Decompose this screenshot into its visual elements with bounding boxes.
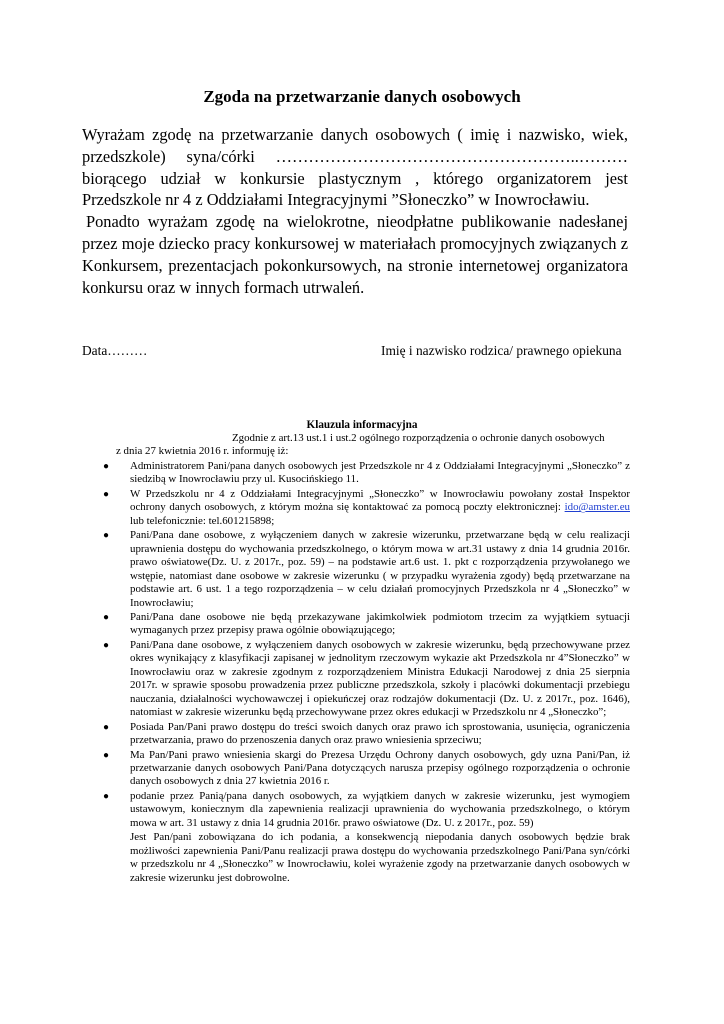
clause-intro xyxy=(116,432,628,459)
bullet-icon: ● xyxy=(103,639,110,651)
clause-intro-line-1: Zgodnie z art.13 ust.1 i ust.2 ogólnego rozporządzenia o ochronie danych osobowych xyxy=(232,432,605,444)
list-item-text: Posiada Pan/Pani prawo dostępu do treści swoich danych oraz prawo ich sprostowania, usunięcia, ograniczenia przetwarzania, prawo do przenoszenia danych oraz prawo wniesienia sprzeciwu; xyxy=(130,720,630,747)
clause-bullet-list xyxy=(100,460,630,886)
clause-intro-line-2: z dnia 27 kwietnia 2016 r. informuję iż: xyxy=(116,445,289,458)
list-item xyxy=(100,460,630,487)
clause-title: Klauzula informacyjna xyxy=(306,419,418,431)
bullet-icon: ● xyxy=(103,488,110,500)
closing-text: Jest Pan/pani zobowiązana do ich podania, a konsekwencją niepodania danych osobowych będzie brak możliwości zapewnienia Pani/Panu realizacji prawa dostępu do wychowania przedszkolnego Pani/Pana syn/córki w przedszkolu nr 4 „Słoneczko” w Inowrocławiu, kolei wyrażenie zgody na przetwarzanie danych osobowych w zakresie wizerunku jest dobrowolne. xyxy=(130,831,630,884)
bullet-icon: ● xyxy=(103,749,110,761)
list-item-text: Ma Pan/Pani prawo wniesienia skargi do Prezesa Urzędu Ochrony danych osobowych, gdy uzna Pani/Pan, iż przetwarzanie danych osobowych Pani/Pana dotyczących narusza przepisy ogólnego rozporządzenia o ochronie danych osobowych z dnia 27 kwietnia 2016 r. xyxy=(130,748,630,788)
email-link[interactable]: ido@amster.eu xyxy=(564,501,630,514)
list-item-text: lub telefonicznie: tel.601215898; xyxy=(130,514,275,527)
consent-paragraph-2: Ponadto wyrażam zgodę na wielokrotne, nieodpłatne publikowanie nadesłanej przez moje dziecko pracy konkursowej w materiałach promocyjnych związanych z Konkursem, prezentacjach pokonkursowych, na stronie internetowej organizatora konkursu oraz w innych formach utrwaleń. xyxy=(82,212,628,297)
list-item xyxy=(100,611,630,638)
list-item-text: Pani/Pana dane osobowe nie będą przekazywane jakimkolwiek podmiotom trzecim za wyjątkiem sytuacji wymaganych przez przepisy prawa ogólnie obowiązującego; xyxy=(130,610,630,637)
bullet-icon: ● xyxy=(103,530,110,542)
list-item-text: Pani/Pana dane osobowe, z wyłączeniem danych w zakresie wizerunku, przetwarzane będą w celu realizacji uprawnienia dostępu do wychowania przedszkolnego, o którym mowa w art.31 ustawy z dnia 14 grudnia 2016r. prawo oświatowe(Dz. U. z 2017r., poz. 59) – na podstawie art.6 ust. 1. pkt c rozporządzenia przywołanego we wstępie, natomiast dane osobowe w zakresie wizerunku ( w przypadku wyrażenia zgody) będą przetwarzane na podstawie art. 6 ust. 1 a tego rozporządzenia – w celu działań promocyjnych Przedszkola nr 4 „Słoneczko” w Inowrocławiu; xyxy=(130,529,630,609)
consent-section xyxy=(82,124,628,298)
date-label: Data……… xyxy=(82,343,148,358)
list-item xyxy=(100,721,630,748)
bullet-icon: ● xyxy=(103,611,110,623)
bullet-icon: ● xyxy=(103,790,110,802)
document-title: Zgoda na przetwarzanie danych osobowych xyxy=(203,87,521,106)
consent-paragraph-1: Wyrażam zgodę na przetwarzanie danych osobowych ( imię i nazwisko, wiek, przedszkole) syna/córki ………………………………………………..……… biorącego udział w konkursie plastycznym , którego organizatorem jest Przedszkole nr 4 z Oddziałami Integracyjnymi ”Słoneczko” w Inowrocławiu. xyxy=(82,125,628,210)
closing-paragraph xyxy=(100,831,630,885)
list-item xyxy=(100,749,630,789)
parent-signature-label: Imię i nazwisko rodzica/ prawnego opiekuna xyxy=(381,343,622,358)
list-item xyxy=(100,790,630,830)
list-item-text: W Przedszkolu nr 4 z Oddziałami Integracyjnymi „Słoneczko” w Inowrocławiu powołany został Inspektor ochrony danych osobowych, z którym można się kontaktować za pomocą poczty elektronicznej: xyxy=(130,487,630,514)
list-item-text: Administratorem Pani/pana danych osobowych jest Przedszkole nr 4 z Oddziałami Integracyjnymi „Słoneczko” z siedzibą w Inowrocławiu przy ul. Kusocińskiego 11. xyxy=(130,460,630,486)
bullet-icon: ● xyxy=(103,461,110,472)
bullet-icon: ● xyxy=(103,721,110,733)
list-item xyxy=(100,529,630,610)
list-item-text: Pani/Pana dane osobowe, z wyłączeniem danych osobowych w zakresie wizerunku, będą przechowywane przez okres wynikający z klasyfikacji zapisanej w jednolitym rzeczowym wykazie akt Przedszkola nr 4”Słoneczko” w Inowrocławiu oraz w zakresie zgodnym z rozporządzeniem Ministra Edukacji Narodowej z dnia 25 sierpnia 2017r. w sprawie sposobu prowadzenia przez publiczne przedszkola, szkoły i placówki dokumentacji przebiegu nauczania, działalności wychowawczej i opiekuńczej oraz rodzajów dokumentacji (Dz. U. z 2017r., poz. 1646), natomiast w zakresie wizerunku będą przechowywane przez okres edukacji w Przedszkolu nr 4 „Słoneczko”; xyxy=(130,638,630,719)
list-item-text: podanie przez Panią/pana danych osobowych, za wyjątkiem danych w zakresie wizerunku, jest wymogiem ustawowym, koniecznym dla zapewnienia realizacji uprawnienia do wychowania przedszkolnego, o którym mowa w art. 31 ustawy z dnia 14 grudnia 2016r. prawo oświatowe (Dz. U. z 2017r., poz. 59) xyxy=(130,789,630,829)
list-item xyxy=(100,639,630,720)
list-item xyxy=(100,488,630,528)
